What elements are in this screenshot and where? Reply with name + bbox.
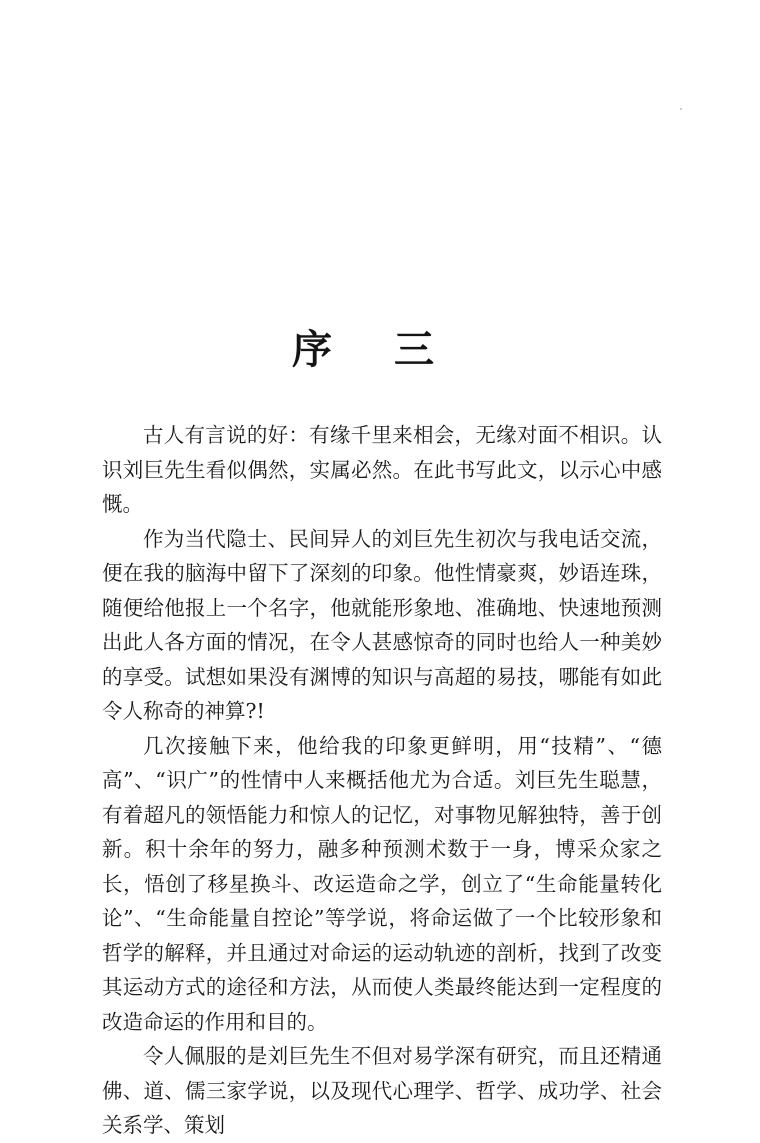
- paragraph: 古人有言说的好：有缘千里来相会，无缘对面不相识。认识刘巨先生看似偶然，实属必然。在此书写此文，以示心中感慨。: [102, 423, 662, 516]
- body-text: [102, 418, 662, 1143]
- scan-speck: [680, 108, 682, 110]
- paragraph: 令人佩服的是刘巨先生不但对易学深有研究，而且还精通佛、道、儒三家学说，以及现代心理学、哲学、成功学、社会关系学、策划: [102, 1044, 662, 1137]
- paragraph: 作为当代隐士、民间异人的刘巨先生初次与我电话交流，便在我的脑海中留下了深刻的印象。他性情豪爽，妙语连珠，随便给他报上一个名字，他就能形象地、准确地、快速地预测出此人各方面的情况，在令人甚感惊奇的同时也给人一种美妙的享受。试想如果没有渊博的知识与高超的易技，哪能有如此令人称奇的神算?!: [102, 526, 662, 723]
- page-title: 序 三: [292, 327, 458, 373]
- paragraph: 几次接触下来，他给我的印象更鲜明，用“技精”、“德高”、“识广”的性情中人来概括他尤为合适。刘巨先生聪慧，有着超凡的领悟能力和惊人的记忆，对事物见解独特，善于创新。积十余年的努力，融多种预测术数于一身，博采众家之长，悟创了移星换斗、改运造命之学，创立了“生命能量转化论”、“生命能量自控论”等学说，将命运做了一个比较形象和哲学的解释，并且通过对命运的运动轨迹的剖析，找到了改变其运动方式的途径和方法，从而使人类最终能达到一定程度的改造命运的作用和目的。: [102, 733, 662, 1034]
